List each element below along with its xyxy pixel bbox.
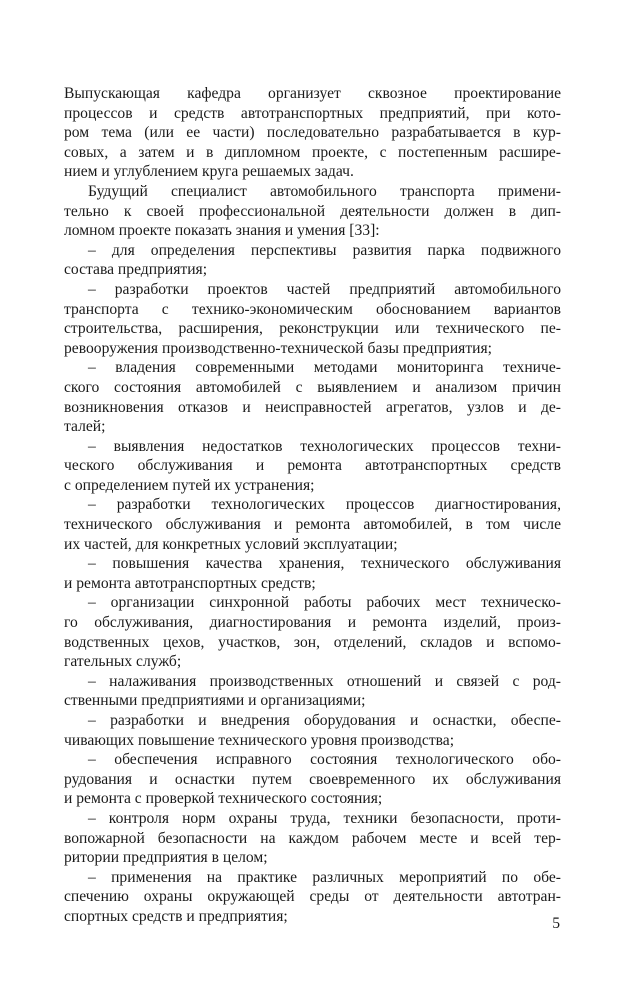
- list-item-project-development: [64, 280, 561, 358]
- text-line: – повышения качества хранения, технического обслуживания: [88, 555, 561, 573]
- text-line: ритории предприятия в целом;: [64, 849, 268, 867]
- text-line: – организации синхронной работы рабочих мест техническо-: [88, 594, 561, 612]
- text-line: ского состояния автомобилей с выявлением и анализом причин: [64, 378, 561, 396]
- paragraph-specialist: [64, 182, 561, 241]
- text-line: го обслуживания, диагностирования и ремонта изделий, произ-: [64, 614, 561, 632]
- page-number: 5: [552, 915, 560, 932]
- text-line: и ремонта с проверкой технического состояния;: [64, 790, 383, 808]
- list-item-quality: [64, 554, 561, 593]
- text-line: состава предприятия;: [64, 261, 208, 279]
- text-line: тельно к своей профессиональной деятельности должен в дип-: [64, 202, 561, 220]
- list-item-diagnostics: [64, 495, 561, 554]
- list-item-maintenance: [64, 750, 561, 809]
- text-line: – разработки и внедрения оборудования и оснастки, обеспе-: [88, 712, 561, 729]
- list-item-equipment: [64, 711, 561, 750]
- text-line: – налаживания производственных отношений и связей с род-: [88, 672, 561, 690]
- text-line: ломном проекте показать знания и умения [33]:: [64, 222, 380, 240]
- text-line: рудования и оснастки путем своевременного их обслуживания: [64, 770, 561, 788]
- text-line: – владения современными методами мониторинга техниче-: [88, 359, 561, 377]
- text-line: нием и углублением круга решаемых задач.: [64, 163, 354, 181]
- page-body: [64, 84, 561, 927]
- paragraph-intro: [64, 84, 561, 182]
- text-line: водственных цехов, участков, зон, отделений, складов и вспомо-: [64, 633, 561, 651]
- text-line: – разработки проектов частей предприятий автомобильного: [88, 280, 561, 298]
- text-line: гательных служб;: [64, 653, 182, 671]
- text-line: Будущий специалист автомобильного транспорта примени-: [88, 182, 561, 200]
- text-line: ревооружения производственно-технической базы предприятия;: [64, 339, 493, 357]
- text-line: возникновения отказов и неисправностей агрегатов, узлов и де-: [64, 398, 561, 416]
- list-item-synchronization: [64, 593, 561, 671]
- list-item-safety: [64, 809, 561, 868]
- text-line: спечению охраны окружающей среды от деятельности автотран-: [64, 888, 561, 906]
- text-line: – для определения перспективы развития парка подвижного: [88, 241, 561, 259]
- text-line: вопожарной безопасности на каждом рабочем месте и всей тер-: [64, 829, 561, 847]
- text-line: чивающих повышение технического уровня производства;: [64, 731, 455, 749]
- list-item-relations: [64, 672, 561, 711]
- text-line: – обеспечения исправного состояния технологического обо-: [88, 751, 561, 769]
- list-item-monitoring: [64, 358, 561, 436]
- list-item-fleet-development: [64, 241, 561, 280]
- text-line: талей;: [64, 418, 106, 436]
- text-line: – выявления недостатков технологических процессов техни-: [88, 437, 561, 455]
- text-line: ственными предприятиями и организациями;: [64, 692, 366, 710]
- text-line: ческого обслуживания и ремонта автотранспортных средств: [64, 457, 561, 475]
- text-line: – применения на практике различных мероприятий по обе-: [88, 868, 561, 886]
- text-line: – контроля норм охраны труда, техники безопасности, проти-: [88, 809, 561, 827]
- text-line: транспорта с технико-экономическим обоснованием вариантов: [64, 300, 561, 318]
- text-line: совых, а затем и в дипломном проекте, с постепенным расшире-: [64, 143, 561, 161]
- list-item-environment: [64, 868, 561, 927]
- text-line: их частей, для конкретных условий эксплуатации;: [64, 535, 398, 553]
- text-line: с определением путей их устранения;: [64, 476, 315, 494]
- text-line: спортных средств и предприятия;: [64, 907, 288, 925]
- text-line: Выпускающая кафедра организует сквозное проектирование: [64, 85, 561, 102]
- text-line: строительства, расширения, реконструкции или технического пе-: [64, 320, 561, 338]
- text-line: процессов и средств автотранспортных предприятий, при кото-: [64, 104, 561, 122]
- text-line: технического обслуживания и ремонта автомобилей, в том числе: [64, 516, 561, 534]
- text-line: ром тема (или ее части) последовательно разрабатывается в кур-: [64, 124, 561, 142]
- text-line: – разработки технологических процессов диагностирования,: [88, 496, 561, 514]
- list-item-process-deficiencies: [64, 437, 561, 496]
- text-line: и ремонта автотранспортных средств;: [64, 574, 316, 592]
